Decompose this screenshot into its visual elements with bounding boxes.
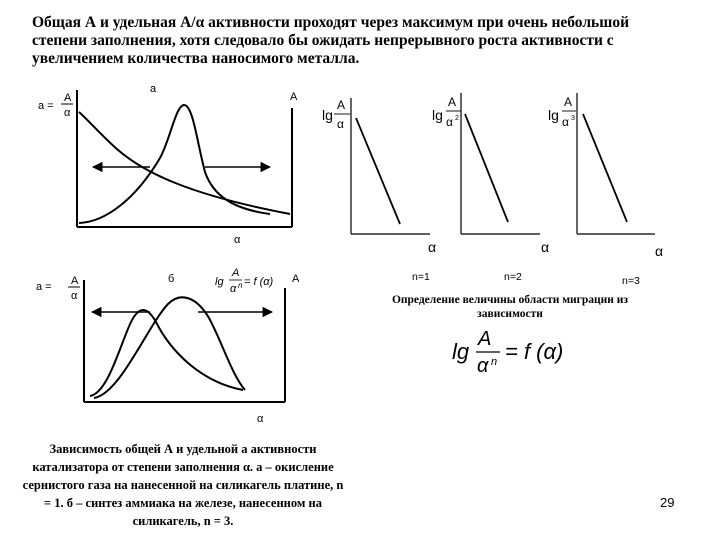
graph-a-x-axis-label: α [234,234,241,246]
graph-b-formula-rhs: = f (α) [244,276,274,288]
intro-paragraph: Общая А и удельная А/α активности проходят через максимум при очень небольшой степени заполнения, хотя следовало бы ожидать непрерывного роста активности с увеличением количества наносимого металла. [32,14,630,67]
graph-b-formula-den: α [230,283,237,295]
migration-n2-den: α [446,115,453,129]
migration-n3-num: A [564,95,573,109]
graph-b-left-label: а = [36,281,52,293]
graph-a-total-activity-curve [79,105,270,223]
migration-plot-n2 [432,93,549,283]
migration-n2-lg: lg [432,107,443,123]
graph-a-specific-activity-curve [79,112,290,214]
graph-b-right-axis-label: А [292,273,300,285]
migration-n1-num: A [337,98,346,112]
main-formula-den: α [477,355,489,377]
graph-a-left-label: а = [38,100,54,112]
graph-b-formula-exp: n [238,281,243,290]
migration-n1-x-label: α [428,239,437,255]
graph-a-ratio-numerator: А [64,92,72,104]
migration-n2-n-label: n=2 [504,271,522,283]
graph-b-ratio-numerator: А [71,275,79,287]
migration-caption: Определение величины области миграции из зависимости [391,294,629,320]
main-formula-exp: n [491,356,498,368]
bottom-caption: Зависимость общей А и удельной а активности катализатора от степени заполнения α. а – окисление сернистого газа на нанесенной на силикагель платине, n = 1. б – синтез аммиака на железе, нанесенном на силикагель, n = 3. [22,442,344,528]
migration-n1-lg: lg [322,107,333,123]
migration-n3-den: α [562,115,569,129]
migration-n1-n-label: n=1 [412,271,430,283]
migration-n3-lg: lg [548,107,559,123]
migration-n2-line [465,114,508,222]
migration-n2-x-label: α [541,239,550,255]
graph-b-specific-activity-curve [90,310,243,396]
main-formula-rhs: = f (α) [505,339,564,364]
migration-n1-den: α [337,117,344,131]
graph-b-ratio-denominator: α [71,290,78,302]
graph-b-formula-num: A [232,267,240,279]
graph-a-right-axis-label: А [290,91,298,103]
graph-b-x-axis-label: α [257,413,264,425]
graph-a-ratio-denominator: α [64,107,71,119]
page-number: 29 [660,495,675,510]
main-formula [452,328,563,377]
graph-a [38,83,298,246]
graph-a-panel-letter: а [150,83,157,95]
graph-b-formula [215,267,274,295]
migration-n1-line [356,118,400,224]
main-formula-num: A [478,328,492,350]
graph-b-panel-letter: б [168,273,175,285]
main-formula-lg: lg [452,339,470,364]
graph-b-formula-lg: lg [215,276,224,288]
migration-n2-num: A [448,95,457,109]
migration-plot-n1 [322,98,436,283]
migration-plot-n3 [548,93,663,287]
migration-n2-exp: 2 [455,115,459,122]
migration-n3-x-label: α [655,243,664,259]
migration-n3-n-label: n=3 [622,275,640,287]
graph-b [36,267,300,425]
migration-n3-line [583,114,627,222]
migration-n3-exp: 3 [571,115,575,122]
